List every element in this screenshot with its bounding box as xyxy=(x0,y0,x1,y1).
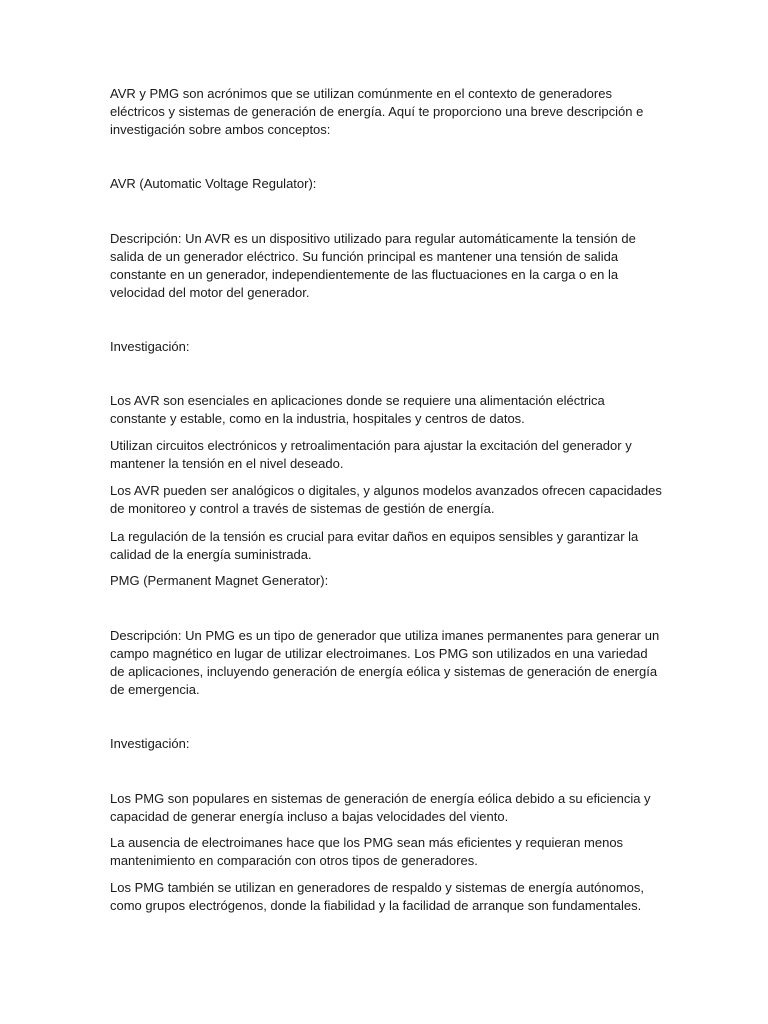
avr-point-4: La regulación de la tensión es crucial para evitar daños en equipos sensibles y garantizar la calidad de la energía suministrada. xyxy=(110,529,639,562)
avr-description-paragraph: Descripción: Un AVR es un dispositivo utilizado para regular automáticamente la tensión de salida de un generador eléctrico. Su función principal es mantener una tensión de salida constante en un generador, independientemente de las fluctuaciones en la carga o en la velocidad del motor del generador. xyxy=(110,231,636,300)
pmg-point-2: La ausencia de electroimanes hace que los PMG sean más eficientes y requieran menos mantenimiento en comparación con otros tipos de generadores. xyxy=(110,835,624,868)
pmg-point-3: Los PMG también se utilizan en generadores de respaldo y sistemas de energía autónomos, como grupos electrógenos, donde la fiabilidad y la facilidad de arranque son fundamentales. xyxy=(110,880,645,913)
pmg-description-paragraph: Descripción: Un PMG es un tipo de generador que utiliza imanes permanentes para generar un campo magnético en lugar de utilizar electroimanes. Los PMG son utilizados en una variedad de aplicaciones, incluyendo generación de energía eólica y sistemas de generación de energía de emergencia. xyxy=(110,628,660,697)
avr-point-2: Utilizan circuitos electrónicos y retroalimentación para ajustar la excitación del generador y mantener la tensión en el nivel deseado. xyxy=(110,438,632,471)
avr-heading: AVR (Automatic Voltage Regulator): xyxy=(110,176,317,191)
intro-paragraph: AVR y PMG son acrónimos que se utilizan comúnmente en el contexto de generadores eléctricos y sistemas de generación de energía. Aquí te proporciono una breve descripción e investigación sobre ambos conceptos: xyxy=(110,86,644,137)
avr-point-1: Los AVR son esenciales en aplicaciones donde se requiere una alimentación eléctrica constante y estable, como en la industria, hospitales y centros de datos. xyxy=(110,393,605,426)
avr-point-3: Los AVR pueden ser analógicos o digitales, y algunos modelos avanzados ofrecen capacidades de monitoreo y control a través de sistemas de gestión de energía. xyxy=(110,483,662,516)
pmg-heading: PMG (Permanent Magnet Generator): xyxy=(110,573,329,588)
pmg-investigation-heading: Investigación: xyxy=(110,736,190,751)
pmg-point-1: Los PMG son populares en sistemas de generación de energía eólica debido a su eficiencia y capacidad de generar energía incluso a bajas velocidades del viento. xyxy=(110,791,651,824)
avr-investigation-heading: Investigación: xyxy=(110,339,190,354)
